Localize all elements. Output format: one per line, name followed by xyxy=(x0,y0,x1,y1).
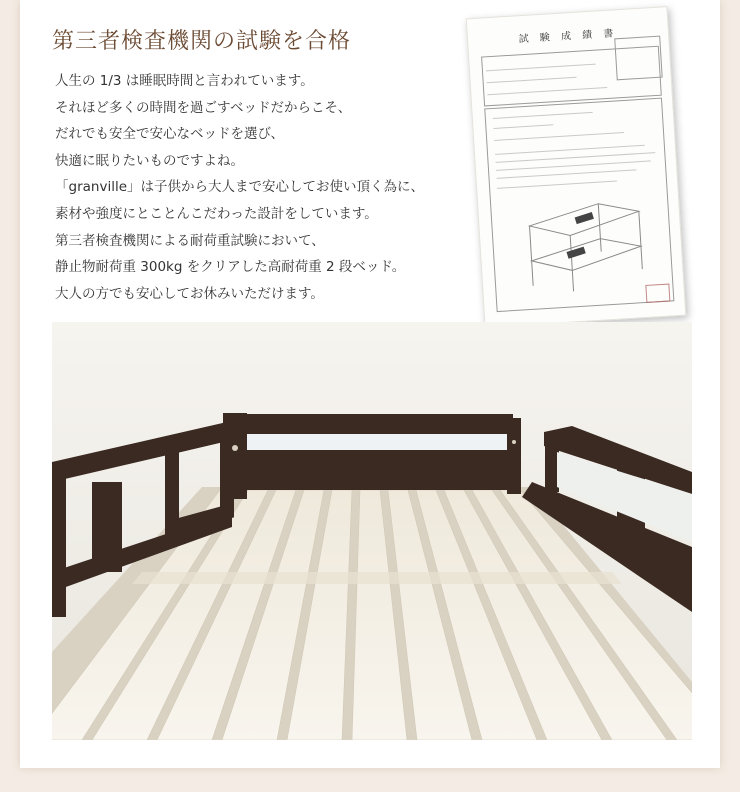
bed-slats-photo xyxy=(52,322,692,740)
page-title: 第三者検査機関の試験を合格 xyxy=(52,29,352,54)
certificate-bunk-bed-diagram xyxy=(508,189,654,297)
description-line: 第三者検査機関による耐荷重試験において、 xyxy=(55,232,325,249)
description-line: 快適に眠りたいものですよね。 xyxy=(55,152,244,169)
description-line: 人生の 1/3 は睡眠時間と言われています。 xyxy=(55,73,314,89)
description-line: 大人の方でも安心してお休みいただけます。 xyxy=(55,285,324,302)
description-line: 静止物耐荷重 300kg をクリアした高耐荷重 2 段ベッド。 xyxy=(55,259,406,276)
description-text xyxy=(55,68,485,307)
description-line: 「granville」は子供から大人まで安心してお使い頂く為に、 xyxy=(55,179,424,196)
certificate-title: 試 験 成 績 書 xyxy=(518,28,618,46)
description-line: だれでも安全で安心なベッドを選び、 xyxy=(55,126,284,143)
description-line: 素材や強度にとことんこだわった設計をしています。 xyxy=(55,205,378,222)
description-line: それほど多くの時間を過ごすベッドだからこそ、 xyxy=(55,99,352,116)
certificate-stamp xyxy=(645,284,670,303)
test-certificate-image xyxy=(466,6,687,328)
